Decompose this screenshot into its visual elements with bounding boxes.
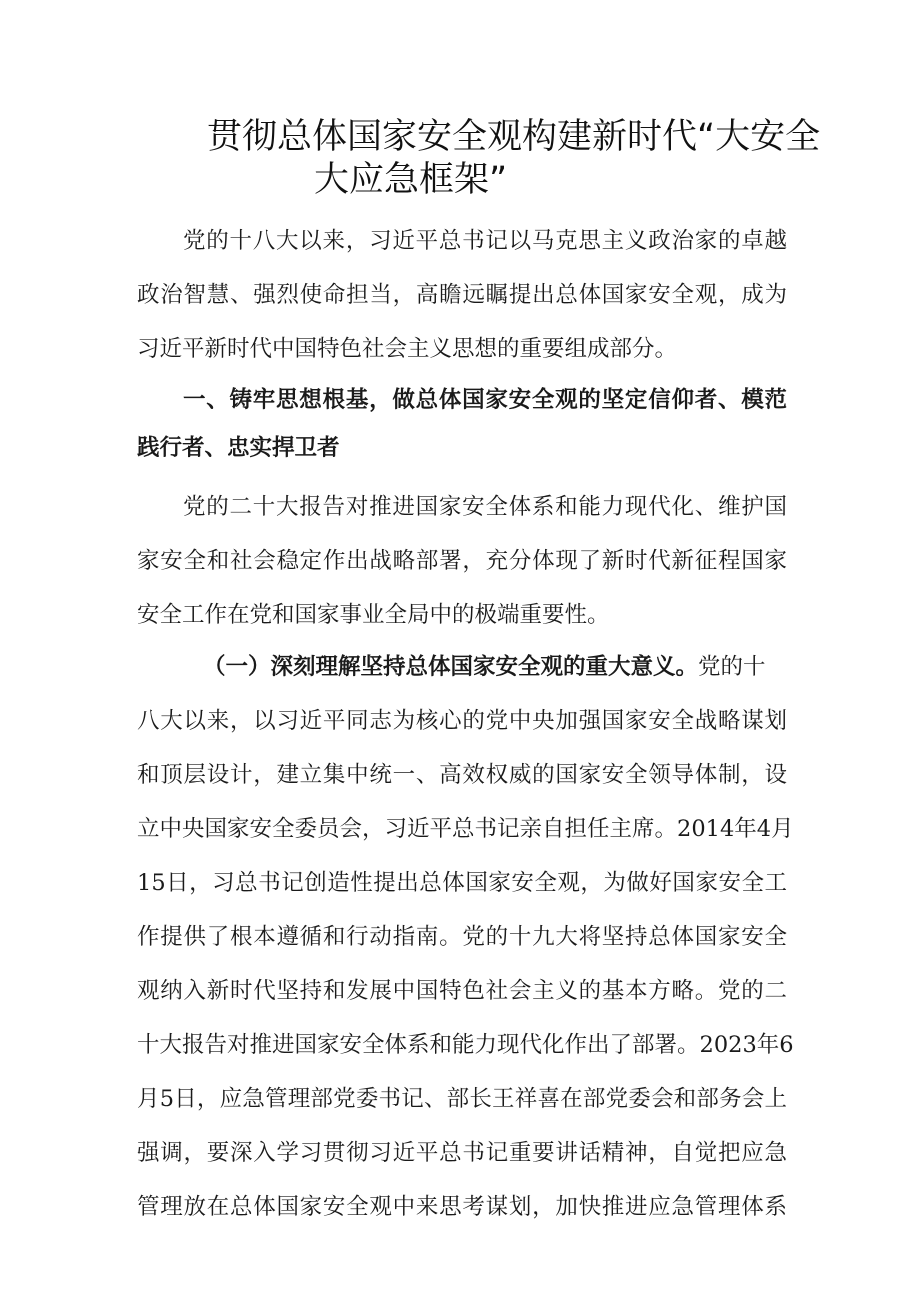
subsection-1-line-1: 八大以来，以习近平同志为核心的党中央加强国家安全战略谋划 (137, 708, 787, 734)
subsection-1-line-4: 15日，习总书记创造性提出总体国家安全观，为做好国家安全工 (137, 870, 787, 896)
intro-line-3: 习近平新时代中国特色社会主义思想的重要组成部分。 (137, 336, 678, 362)
section-1-para-line-3: 安全工作在党和国家事业全局中的极端重要性。 (137, 602, 610, 628)
section-1-para-line-1: 党的二十大报告对推进国家安全体系和能力现代化、维护国 (183, 494, 787, 520)
document-title-line-2: 大应急框架” (314, 160, 508, 200)
section-1-heading-line-1: 一、铸牢思想根基，做总体国家安全观的坚定信仰者、模范 (183, 387, 787, 413)
intro-line-1: 党的十八大以来，习近平总书记以马克思主义政治家的卓越 (183, 228, 787, 254)
intro-line-2: 政治智慧、强烈使命担当，高瞻远瞩提出总体国家安全观，成为 (137, 282, 787, 308)
subsection-1-line-9: 强调，要深入学习贯彻习近平总书记重要讲话精神，自觉把应急 (137, 1140, 787, 1166)
subsection-1-line-3: 立中央国家安全委员会，习近平总书记亲自担任主席。2014年4月 (137, 816, 794, 842)
subsection-1-line-5: 作提供了根本遵循和行动指南。党的十九大将坚持总体国家安全 (137, 924, 787, 950)
subsection-1-first-line-rest: 党的十 (698, 654, 766, 680)
subsection-1-line-8: 月5日，应急管理部党委书记、部长王祥喜在部党委会和部务会上 (137, 1086, 787, 1112)
subsection-1-line-2: 和顶层设计，建立集中统一、高效权威的国家安全领导体制，设 (137, 762, 787, 788)
subsection-1-first-line (203, 652, 787, 682)
subsection-1-line-7: 十大报告对推进国家安全体系和能力现代化作出了部署。2023年6 (137, 1032, 794, 1058)
subsection-1-line-10: 管理放在总体国家安全观中来思考谋划，加快推进应急管理体系 (137, 1194, 787, 1220)
subsection-1-line-6: 观纳入新时代坚持和发展中国特色社会主义的基本方略。党的二 (137, 978, 787, 1004)
section-1-heading-line-2: 践行者、忠实捍卫者 (137, 435, 340, 461)
section-1-para-line-2: 家安全和社会稳定作出战略部署，充分体现了新时代新征程国家 (137, 548, 787, 574)
document-title-line-1: 贯彻总体国家安全观构建新时代“大安全 (207, 117, 821, 157)
subsection-1-heading: （一）深刻理解坚持总体国家安全观的重大意义。 (203, 654, 699, 680)
